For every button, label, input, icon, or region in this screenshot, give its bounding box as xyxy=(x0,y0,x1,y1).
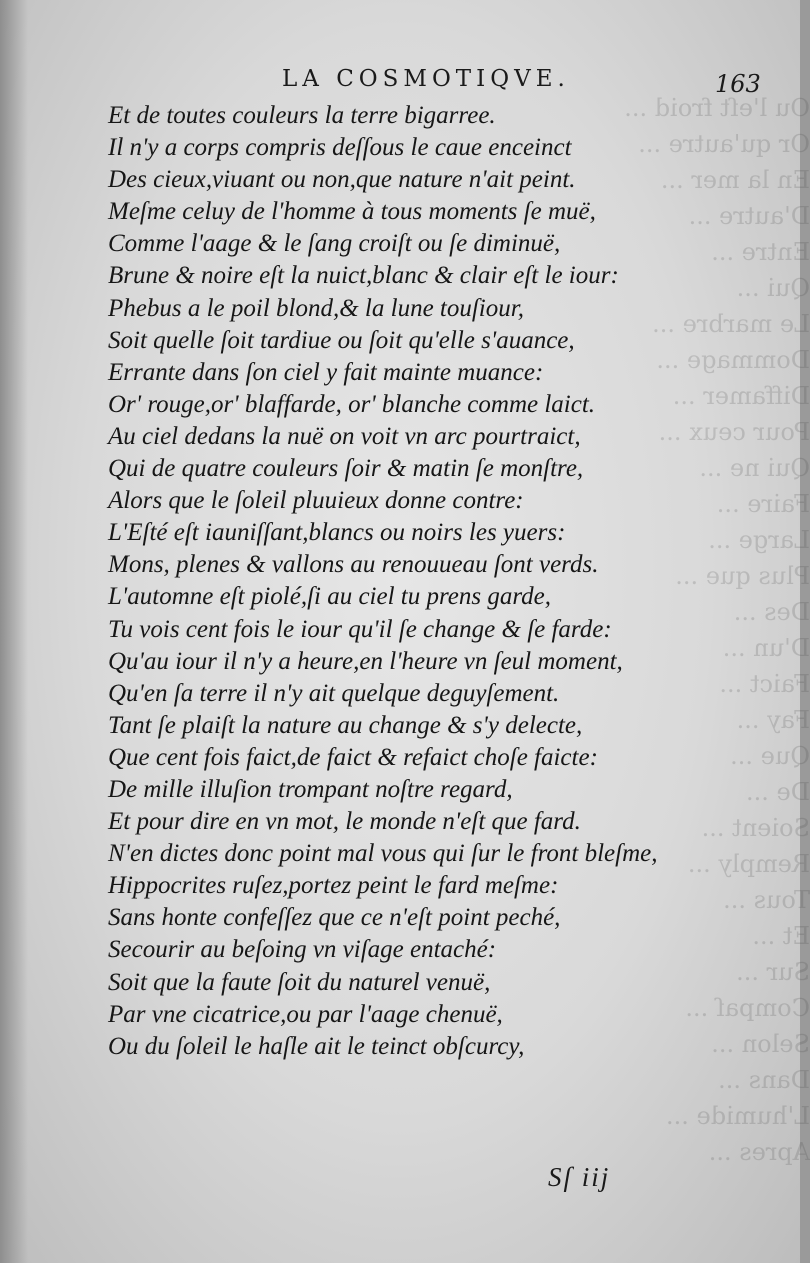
verse-line: Qu'en ſa terre il n'y ait quelque deguyſement. xyxy=(108,679,560,707)
page-number: 163 xyxy=(715,70,761,98)
verse-line: Errante dans ſon ciel y fait mainte muance: xyxy=(108,358,544,386)
verse-line: L'Eſté eſt iauniſſant,blancs ou noirs les yuers: xyxy=(108,519,566,547)
verse-line: Ou du ſoleil le haſle ait le teinct obſcurcy, xyxy=(108,1032,525,1060)
show-through-text: Ou l'eſt froid ... Or qu'autre ... En la mer ... D'autre ... Entre ... Qui ... Le marbre ... Dommage ... Diffamer ... Pour ceux ... Qui ne ... Faire ... Large ... Plus que ... Des ... D'un ... Faict ... Fay ... Que ... De ... Soient ... Remply ... Tous ... Et ... Sur ... Compaſ ... Selon ... Dans ... L'humide ... Apres ... xyxy=(624,94,810,1166)
verse-line: Soit quelle ſoit tardiue ou ſoit qu'elle s'auance, xyxy=(108,326,575,354)
verse-line: Et pour dire en vn mot, le monde n'eſt que fard. xyxy=(108,808,581,836)
signature-mark: Sſ iij xyxy=(548,1162,611,1192)
verse-line: N'en dictes donc point mal vous qui ſur le front bleſme, xyxy=(108,840,658,868)
verse-line: Par vne cicatrice,ou par l'aage chenuë, xyxy=(108,1000,503,1028)
verse-line: Comme l'aage & le ſang croiſt ou ſe diminuë, xyxy=(108,230,561,258)
verse-line: Alors que le ſoleil pluuieux donne contre: xyxy=(108,487,524,515)
verse-line: Tu vois cent fois le iour qu'il ſe change & ſe farde: xyxy=(108,615,612,643)
verse-line: Il n'y a corps compris deſſous le caue enceinct xyxy=(108,134,572,162)
verse-line: Secourir au beſoing vn viſage entaché: xyxy=(108,936,497,964)
verse-line: Et de toutes couleurs la terre bigarree. xyxy=(108,102,496,129)
verse-line: Des cieux,viuant ou non,que nature n'ait peint. xyxy=(108,166,576,194)
verse-line: Qui de quatre couleurs ſoir & matin ſe monſtre, xyxy=(108,455,584,483)
verse-line: Meſme celuy de l'homme à tous moments ſe muë, xyxy=(108,198,596,226)
verse-line: Phebus a le poil blond,& la lune touſiour, xyxy=(108,294,524,322)
verse-line: L'automne eſt piolé,ſi au ciel tu prens garde, xyxy=(108,583,552,611)
binding-shadow xyxy=(0,0,28,1263)
verse-line: Sans honte confeſſez que ce n'eſt point peché, xyxy=(108,904,561,932)
verse-line: Que cent fois faict,de faict & refaict choſe faicte: xyxy=(108,743,598,771)
verse-line: Soit que la faute ſoit du naturel venuë, xyxy=(108,968,491,996)
verse-line: De mille illuſion trompant noſtre regard, xyxy=(108,775,513,803)
verse-line: Au ciel dedans la nuë on voit vn arc pourtraict, xyxy=(108,422,581,450)
verse-line: Brune & noire eſt la nuict,blanc & clair eſt le iour: xyxy=(108,262,619,290)
verse-line: Hippocrites ruſez,portez peint le fard meſme: xyxy=(108,872,559,900)
running-head: LA COSMOTIQVE. xyxy=(282,66,570,92)
verse-line: Mons, plenes & vallons au renouueau ſont verds. xyxy=(108,551,599,579)
poem-text xyxy=(108,100,768,1063)
verse-line: Tant ſe plaiſt la nature au change & s'y delecte, xyxy=(108,711,583,739)
verse-line: Or' rouge,or' blaffarde, or' blanche comme laict. xyxy=(108,390,596,418)
verse-line: Qu'au iour il n'y a heure,en l'heure vn ſeul moment, xyxy=(108,647,623,675)
